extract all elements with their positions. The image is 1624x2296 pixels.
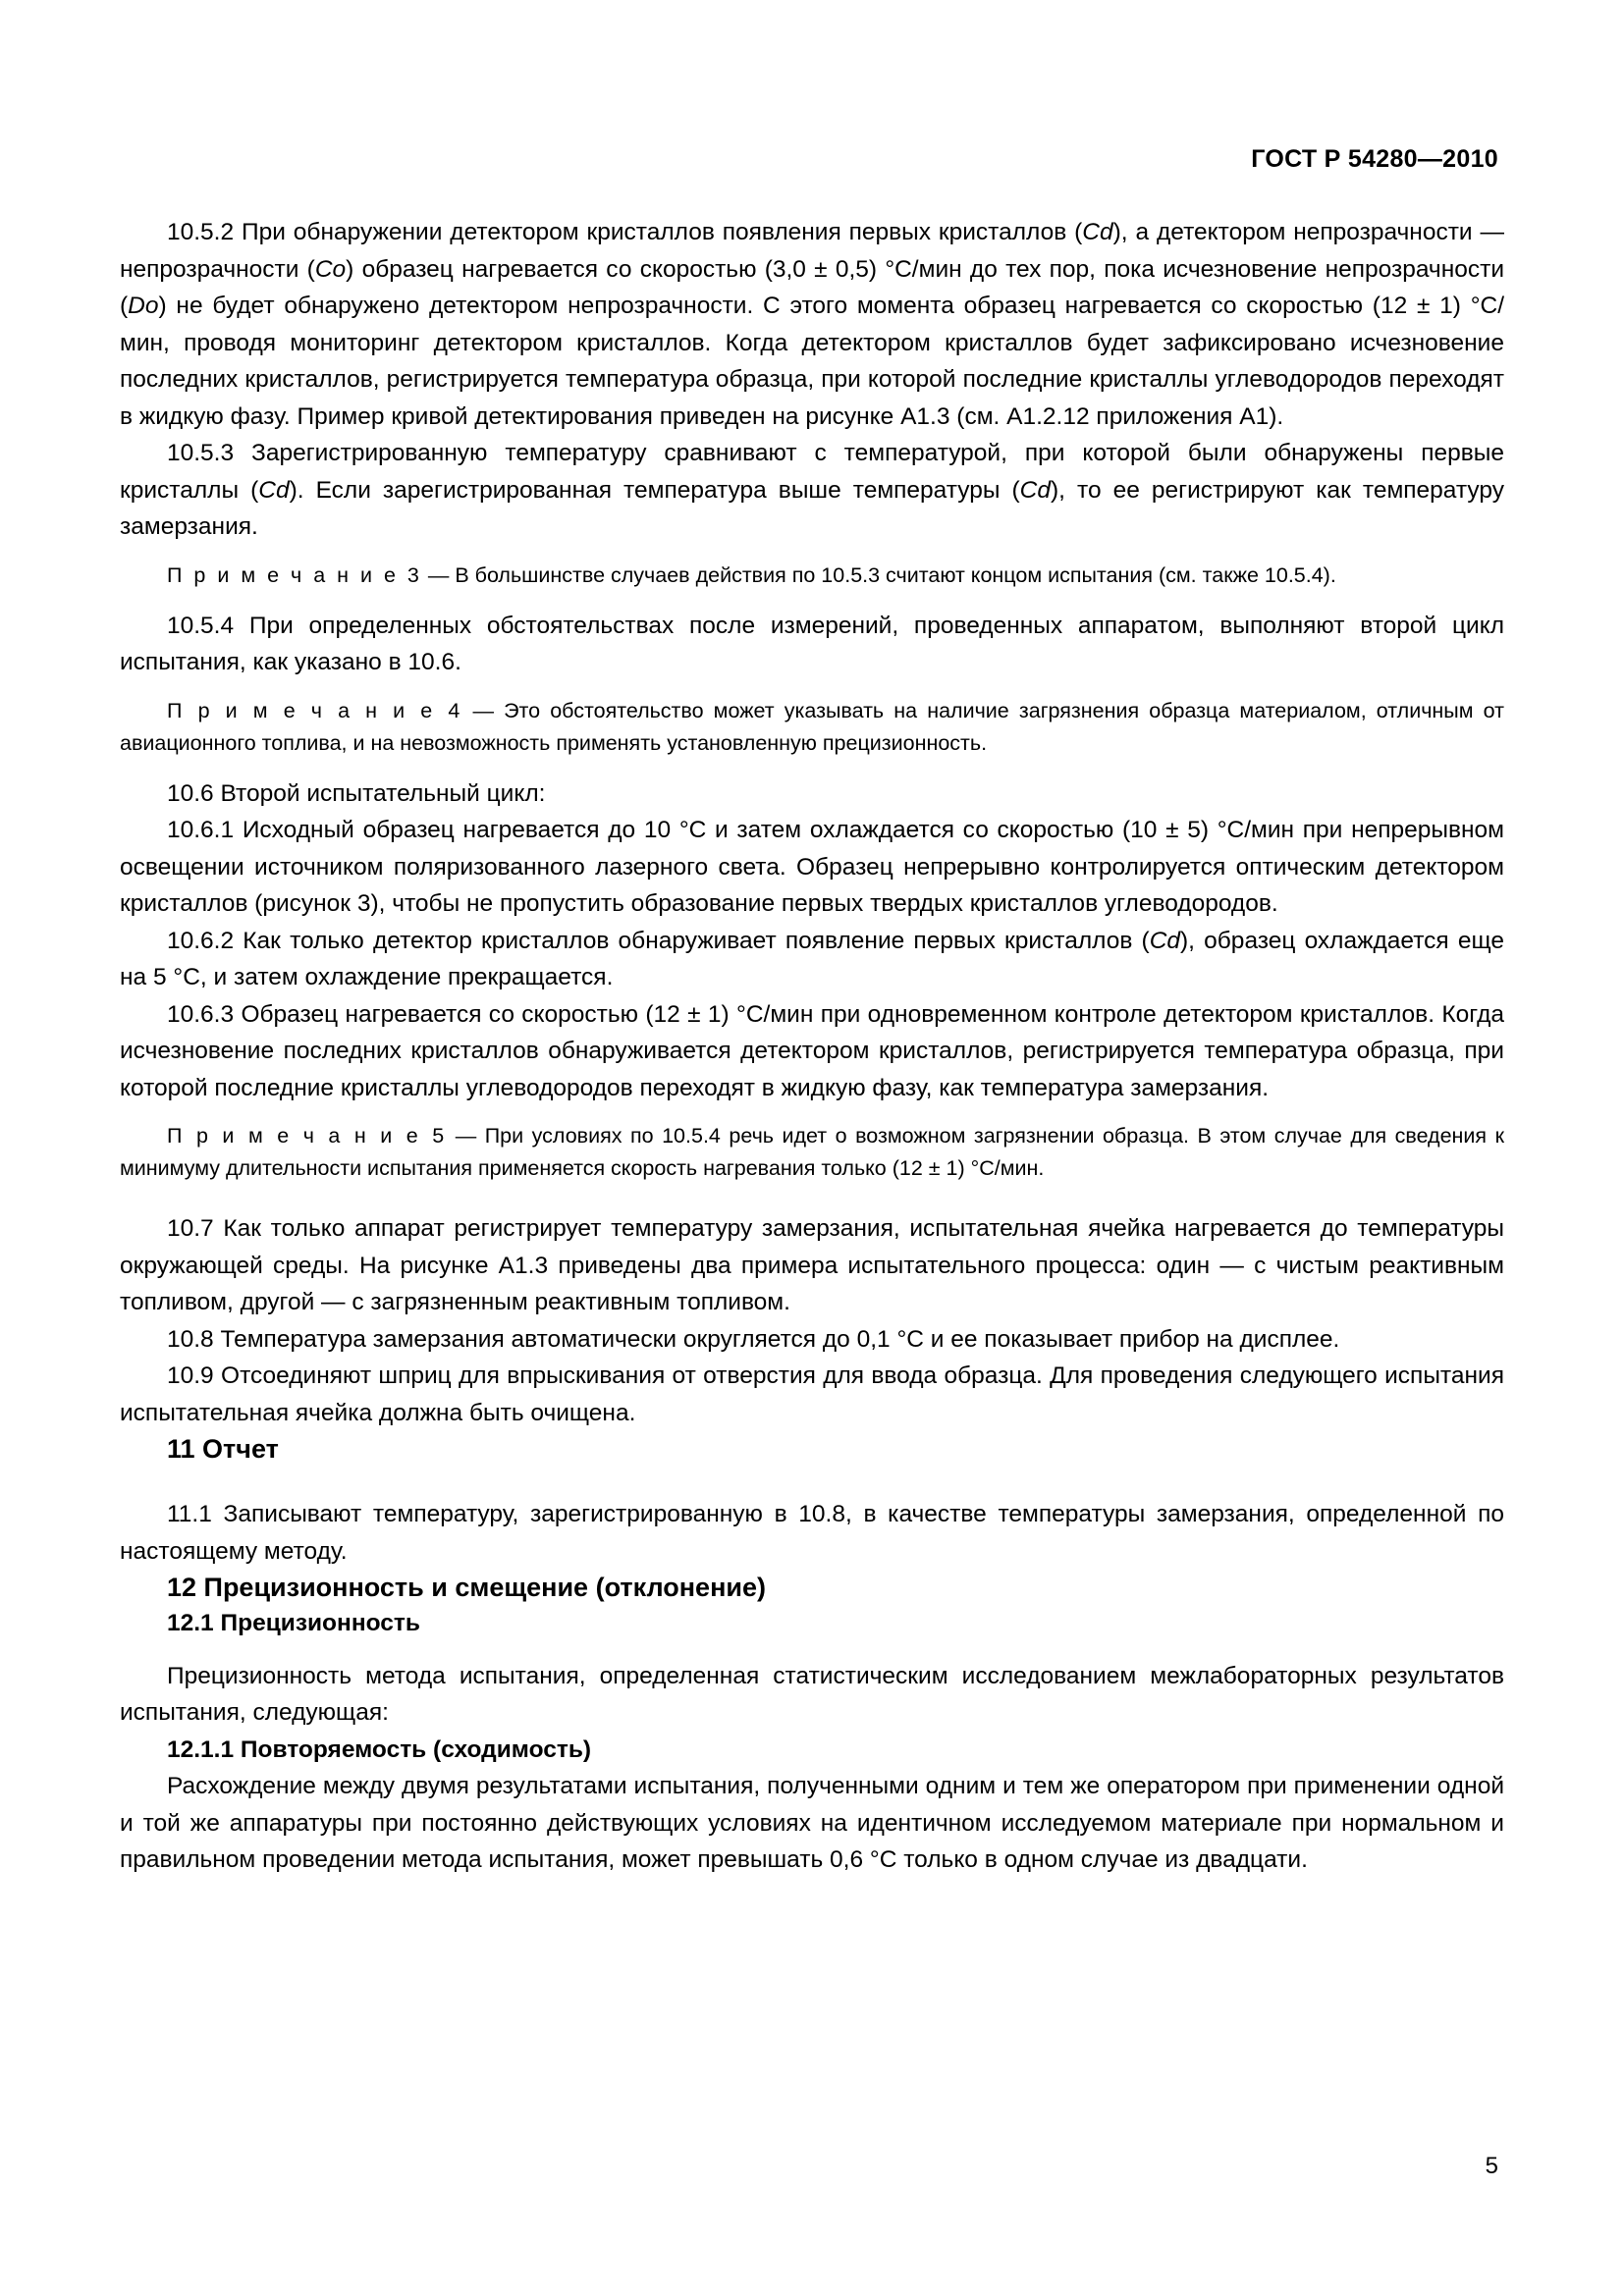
paragraph-11-1: 11.1 Записывают температуру, зарегистрированную в 10.8, в качестве температуры замерзания, определенной по настоящему методу. — [120, 1501, 1504, 1565]
paragraph-10-5-4: 10.5.4 При определенных обстоятельствах после измерений, проведенных аппаратом, выполняют второй цикл испытания, как указано в 10.6. — [120, 612, 1504, 675]
paragraph-10-5-3: 10.5.3 Зарегистрированную температуру сравнивают с температурой, при которой были обнаружены первые кристаллы (Cd). Если зарегистрированная температура выше температуры (Cd), то ее регистрируют как температуру замерзания. — [120, 440, 1504, 540]
note-4-label: П р и м е ч а н и е 4 — [167, 698, 463, 722]
paragraph-10-6: 10.6 Второй испытательный цикл: — [167, 779, 546, 807]
heading-12-precision: 12 Прецизионность и смещение (отклонение) — [167, 1573, 766, 1602]
heading-11-otchet: 11 Отчет — [167, 1434, 279, 1464]
paragraph-10-5-2: 10.5.2 При обнаружении детектором кристаллов появления первых кристаллов (Cd), а детектором непрозрачности — непрозрачности (Co) образец нагревается со скоростью (3,0 ± 0,5) °С/мин до тех пор, пока исчезновение непрозрачности (Do) не будет обнаружено детектором непрозрачности. С этого момента образец нагревается со скоростью (12 ± 1) °С/мин, проводя мониторинг детектором кристаллов. Когда детектором кристаллов будет зафиксировано исчезновение последних кристаллов, регистрируется температура образца, при которой последние кристаллы углеводородов переходят в жидкую фазу. Пример кривой детектирования приведен на рисунке А1.3 (см. А1.2.12 приложения А1). — [120, 219, 1505, 430]
note-4 — [120, 695, 1504, 760]
paragraph-10-9: 10.9 Отсоединяют шприц для впрыскивания от отверстия для ввода образца. Для проведения следующего испытания испытательная ячейка должна быть очищена. — [120, 1362, 1504, 1426]
paragraph-12-1-1-text: Расхождение между двумя результатами испытания, полученными одним и тем же оператором при применении одной и той же аппаратуры при постоянно действующих условиях на идентичном исследуемом материале при нормальном и правильном проведении метода испытания, может превышать 0,6 °С только в одном случае из двадцати. — [120, 1773, 1504, 1873]
paragraph-10-7: 10.7 Как только аппарат регистрирует температуру замерзания, испытательная ячейка нагревается до температуры окружающей среды. На рисунке А1.3 приведены два примера испытательного процесса: один — с чистым реактивным топливом, другой — с загрязненным реактивным топливом. — [120, 1215, 1504, 1315]
page-number: 5 — [1485, 2153, 1498, 2179]
note-5-text: — При условиях по 10.5.4 речь идет о возможном загрязнении образца. В этом случае для сведения к минимуму длительности испытания применяется скорость нагревания только (12 ± 1) °С/мин. — [120, 1124, 1504, 1180]
note-5 — [120, 1120, 1504, 1185]
paragraph-10-6-3: 10.6.3 Образец нагревается со скоростью (12 ± 1) °С/мин при одновременном контроле детектором кристаллов. Когда исчезновение последних кристаллов обнаруживается детектором кристаллов, регистрируется температура образца, при которой последние кристаллы углеводородов переходят в жидкую фазу, как температура замерзания. — [120, 1000, 1504, 1101]
heading-12-1-precision: 12.1 Прецизионность — [167, 1610, 420, 1636]
note-4-text: — Это обстоятельство может указывать на наличие загрязнения образца материалом, отличным от авиационного топлива, и на невозможность применять установленную прецизионность. — [120, 698, 1504, 755]
page-header-standard-id: ГОСТ Р 54280—2010 — [1251, 145, 1498, 173]
paragraph-10-6-2: 10.6.2 Как только детектор кристаллов обнаруживает появление первых кристаллов (Cd), образец охлаждается еще на 5 °С, и затем охлаждение прекращается. — [120, 927, 1504, 990]
note-3-label: П р и м е ч а н и е 3 — [167, 562, 422, 587]
heading-12-1-1-repeatability: 12.1.1 Повторяемость (сходимость) — [167, 1735, 592, 1763]
paragraph-12-1-intro: Прецизионность метода испытания, определенная статистическим исследованием межлабораторных результатов испытания, следующая: — [120, 1662, 1504, 1726]
paragraph-10-6-1: 10.6.1 Исходный образец нагревается до 10 °С и затем охлаждается со скоростью (10 ± 5) °С/мин при непрерывном освещении источником поляризованного лазерного света. Образец непрерывно контролируется оптическим детектором кристаллов (рисунок 3), чтобы не пропустить образование первых твердых кристаллов углеводородов. — [120, 817, 1504, 917]
document-body — [120, 214, 1504, 1879]
note-5-label: П р и м е ч а н и е 5 — [167, 1124, 448, 1148]
note-3 — [120, 560, 1504, 592]
note-3-text: — В большинстве случаев действия по 10.5.3 считают концом испытания (см. также 10.5.4). — [427, 562, 1336, 587]
paragraph-10-8: 10.8 Температура замерзания автоматически округляется до 0,1 °С и ее показывает прибор на дисплее. — [167, 1325, 1340, 1353]
